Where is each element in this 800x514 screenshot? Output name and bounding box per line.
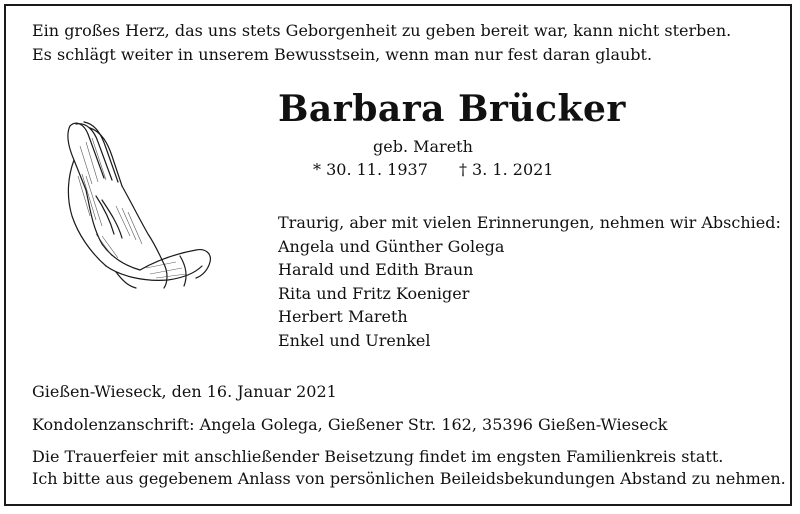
mourner-name: Angela und Günther Golega: [278, 236, 505, 256]
birth-name: geb. Mareth: [373, 137, 473, 156]
mourners-heading: Traurig, aber mit vielen Erinnerungen, nehmen wir Abschied:: [278, 213, 781, 232]
intro-line-1: Ein großes Herz, das uns stets Geborgenheit zu geben bereit war, kann nicht sterben.: [32, 21, 732, 40]
notice-line-1: Die Trauerfeier mit anschließender Beisetzung findet im engsten Familienkreis statt.: [32, 447, 724, 466]
mourner-name: Rita und Fritz Koeniger: [278, 283, 470, 303]
notice-line-2: Ich bitte aus gegebenem Anlass von persönlichen Beileidsbekundungen Abstand zu nehmen.: [32, 469, 786, 488]
death-date: † 3. 1. 2021: [458, 160, 554, 179]
praying-hands-icon: [56, 116, 221, 291]
mourner-name: Harald und Edith Braun: [278, 260, 474, 279]
place-and-date: Gießen-Wieseck, den 16. Januar 2021: [32, 382, 337, 401]
condolence-address: Kondolenzanschrift: Angela Golega, Gießener Str. 162, 35396 Gießen-Wieseck: [32, 415, 668, 434]
funeral-notice: [32, 446, 786, 490]
life-dates: [313, 159, 553, 181]
intro-quote: [32, 20, 731, 68]
mourner-name: Enkel und Urenkel: [278, 330, 431, 350]
birth-date: * 30. 11. 1937: [313, 160, 428, 179]
mourner-name: Herbert Mareth: [278, 307, 408, 326]
deceased-name: Barbara Brücker: [278, 88, 626, 130]
intro-line-2: Es schlägt weiter in unserem Bewusstsein, wenn man nur fest daran glaubt.: [32, 45, 653, 64]
mourners-block: [278, 212, 781, 353]
